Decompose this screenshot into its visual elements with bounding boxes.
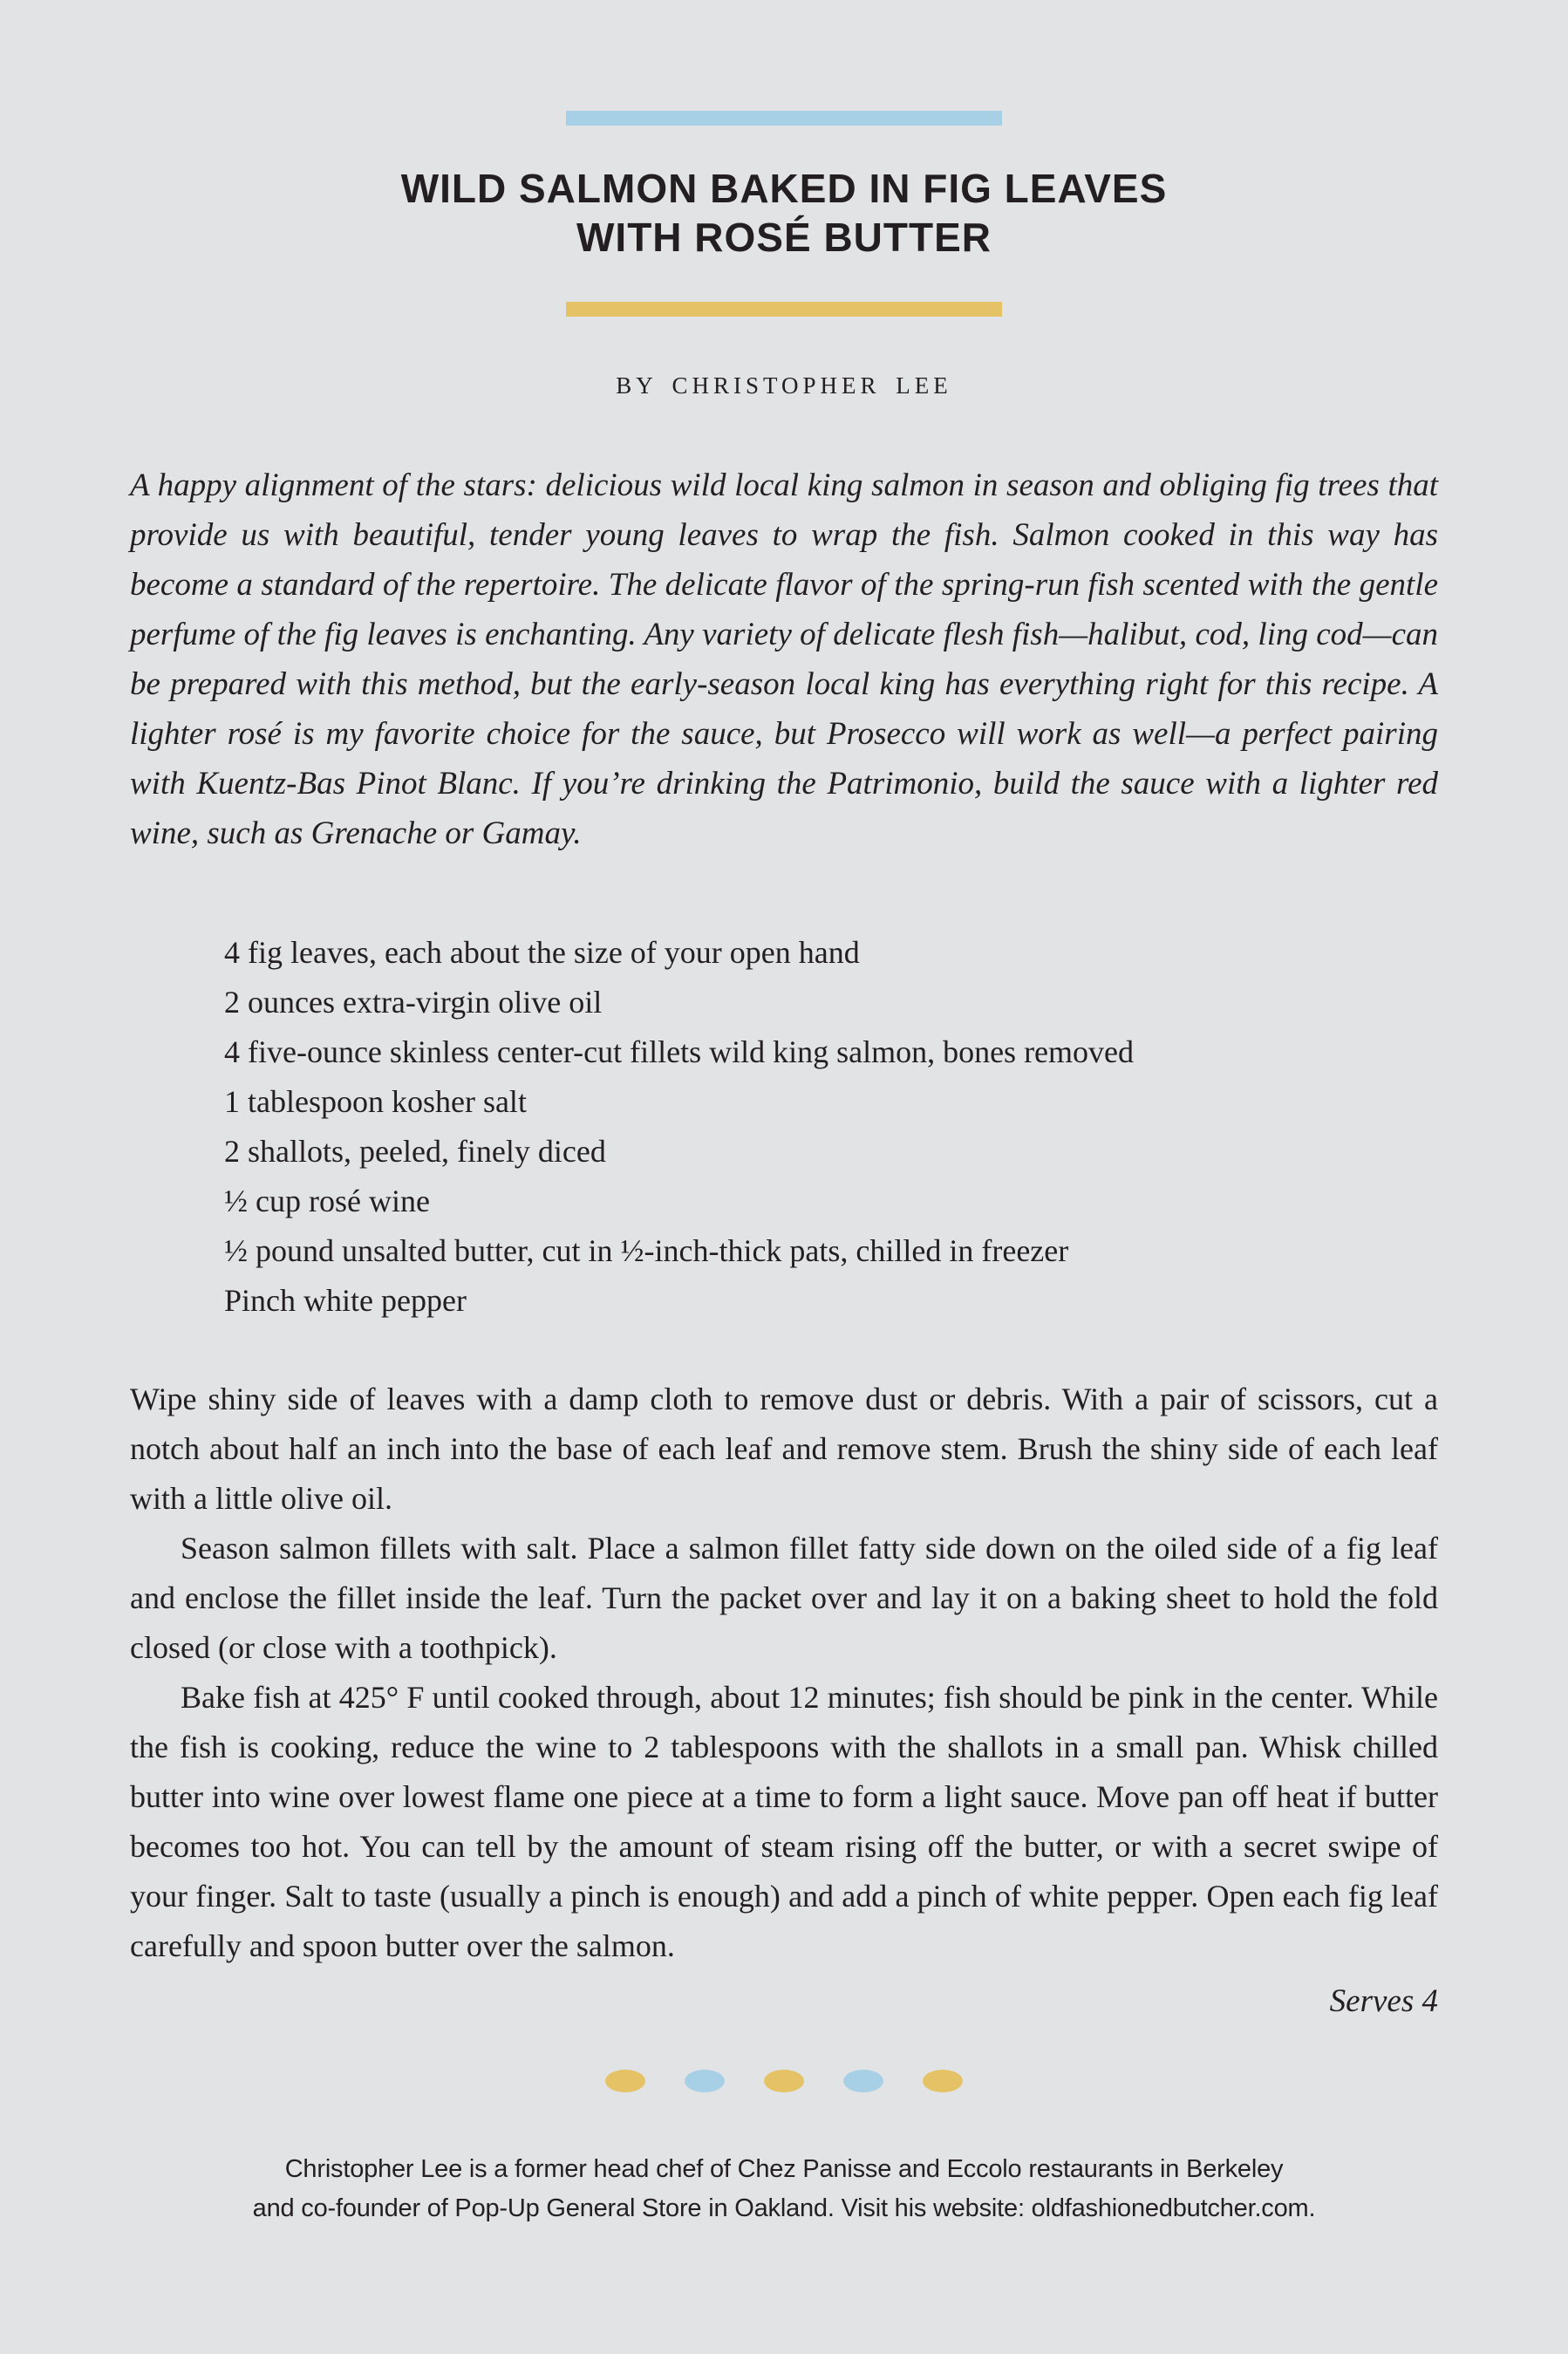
instruction-paragraph: Bake fish at 425° F until cooked through, about 12 minutes; fish should be pink in the center. While the fish is cooking, reduce the wine to 2 tablespoons with the shallots in a small pan. Whisk chilled butter into wine over lowest flame one piece at a time to form a light sauce. Move pan off heat if butter becomes too hot. You can tell by the amount of steam rising off the butter, or with a secret swipe of your finger. Salt to taste (usually a pinch is enough) and add a pinch of white pepper. Open each fig leaf carefully and spoon butter over the salmon.	[130, 1680, 1438, 1963]
author-bio	[130, 2150, 1438, 2228]
ingredient-list	[130, 928, 1438, 1326]
divider-dot-icon	[843, 2070, 883, 2092]
instruction-paragraph: Season salmon fillets with salt. Place a salmon fillet fatty side down on the oiled side of a fig leaf and enclose the fillet inside the leaf. Turn the packet over and lay it on a baking sheet to hold the fold closed (or close with a toothpick).	[130, 1531, 1438, 1665]
serves-note: Serves 4	[1329, 1983, 1438, 2019]
page-title-line2: WITH ROSÉ BUTTER	[576, 215, 992, 260]
author-bio-line1: Christopher Lee is a former head chef of Chez Panisse and Eccolo restaurants in Berkeley	[284, 2155, 1284, 2183]
ingredient-item: 1 tablespoon kosher salt	[224, 1084, 527, 1119]
decorative-divider	[130, 2070, 1438, 2092]
ingredient-item: 4 five-ounce skinless center-cut fillets wild king salmon, bones removed	[224, 1034, 1135, 1069]
page-title	[130, 164, 1438, 262]
divider-dot-icon	[764, 2070, 804, 2092]
top-accent-bar	[566, 111, 1002, 126]
divider-dot-icon	[605, 2070, 645, 2092]
instruction-paragraph: Wipe shiny side of leaves with a damp cloth to remove dust or debris. With a pair of scissors, cut a notch about half an inch into the base of each leaf and remove stem. Brush the shiny side of each leaf with a little olive oil.	[130, 1382, 1438, 1516]
bottom-accent-bar	[566, 302, 1002, 317]
ingredient-item: Pinch white pepper	[224, 1283, 467, 1318]
divider-dot-icon	[685, 2070, 725, 2092]
author-bio-line2: and co-founder of Pop-Up General Store in Oakland. Visit his website: oldfashionedbutcher.com.	[252, 2194, 1316, 2222]
divider-dot-icon	[923, 2070, 963, 2092]
intro-paragraph: A happy alignment of the stars: delicious wild local king salmon in season and obliging fig trees that provide us with beautiful, tender young leaves to wrap the fish. Salmon cooked in this way has become a standard of the repertoire. The delicate flavor of the spring-run fish scented with the gentle perfume of the fig leaves is enchanting. Any variety of delicate flesh fish—halibut, cod, ling cod—can be prepared with this method, but the early-season local king has everything right for this recipe. A lighter rosé is my favorite choice for the sauce, but Prosecco will work as well—a perfect pairing with Kuentz-Bas Pinot Blanc. If you’re drinking the Patrimonio, build the sauce with a lighter red wine, such as Grenache or Gamay.	[130, 467, 1438, 851]
ingredient-item: 2 ounces extra-virgin olive oil	[224, 985, 603, 1020]
ingredient-item: 2 shallots, peeled, finely diced	[224, 1134, 606, 1169]
byline: BY CHRISTOPHER LEE	[616, 372, 952, 399]
ingredient-item: 4 fig leaves, each about the size of your open hand	[224, 935, 860, 970]
instructions	[130, 1375, 1438, 1971]
ingredient-item: ½ cup rosé wine	[224, 1184, 430, 1218]
ingredient-item: ½ pound unsalted butter, cut in ½-inch-thick pats, chilled in freezer	[224, 1233, 1069, 1268]
page-title-line1: WILD SALMON BAKED IN FIG LEAVES	[400, 166, 1168, 211]
